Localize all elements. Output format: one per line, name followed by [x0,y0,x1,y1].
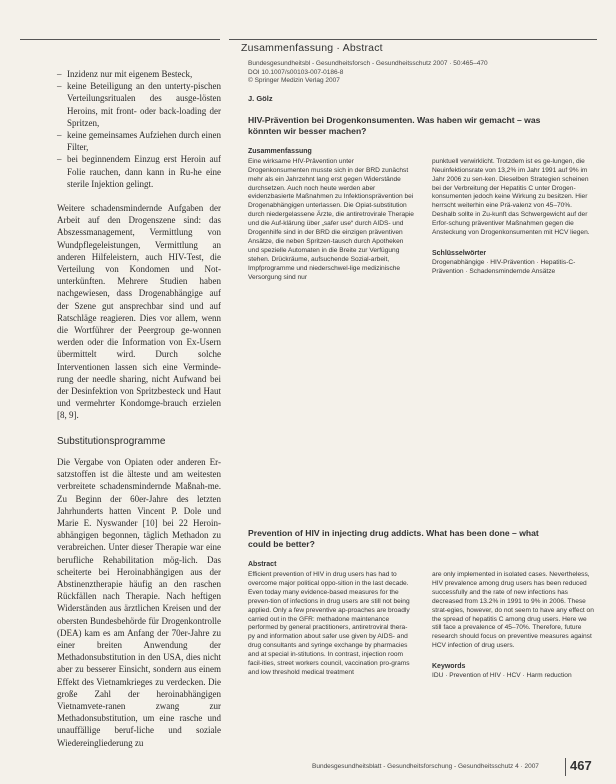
keywords-label-de: Schlüsselwörter [432,249,487,257]
meta-line: Bundesgesundheitsbl - Gesundheitsforsch - Gesundheitsschutz 2007 · 50:465–470 [248,60,488,67]
keywords-en: IDU · Prevention of HIV · HCV · Harm reduction [432,672,572,680]
body-paragraph: Die Vergabe von Opiaten oder anderen Er-satzstoffen ist die älteste und am weitesten verbreitete schadensmindernde Maßnah-me. Zu Beginn der 60er-Jahre des letzten Jahrhunderts hatten Vincent P. Dole und Marie E. Nyswander [10] bei 22 Heroin-abhängigen begonnen, täglich Methadon zu verabreichen. Unter dieser Therapie war eine berufliche Rehabilitation mög-lich. Das scheiterte bei Heroinabhängigen aus der Abstinenztherapie häufig an den raschen Rückfällen nach Therapie. Nach heftigen Widerständen aus ärztlichen Kreisen und der obersten Bundesbehörde für Drogenkontrolle (DEA) kam es am Anfang der 70er-Jahre zu einer breiten Anwendung der Methadonsubstitution in den USA, dies nicht aber zu besserer Einsicht, sondern aus einem Effekt des Vietnamkrieges zu verdecken. Die große Zahl der heroinabhängigen Vietnamvete-ranen zwang zur Methadonsubstitution, um eine rasche und unauffällige beruf-liche und soziale Wiedereingliederung zu [57,456,221,748]
section-heading: Substitutionsprogramme [57,435,166,447]
summary-col-2-text: punktuell verwirklicht. Trotzdem ist es ge-lungen, die Neuinfektionsrate von 13,2% im Jahr 1991 auf 9% im Jahr 2006 zu sen-ken. Dieselben Strategien scheinen bei der Verbreitung der Hepatitis C unter Drogen-konsumenten jedoch keine Wirkung zu besitzen. Hier herrscht weiterhin eine Prä-valenz von 45–70%. Deshalb sollte in Zu-kunft das Schwergewicht auf der Erfor-schung präventiver Maßnahmen gegen die Ansteckung von Drogenkonsumenten mit HCV liegen. [432,157,590,237]
abstract-col-2-text: are only implemented in isolated cases. Nevertheless, HIV prevalence among drug users has been reduced successfully and the rate of new infections has decreased from 13.2% in 1991 to 9% in 2006. These strat-egies, however, do not seem to have any effect on the spread of hepatitis C among drug users. Here we still face a prevalence of 45–70%. Therefore, future research should focus on preventive measures against HCV infection of drug users. [432,571,594,650]
section-header-title: Zusammenfassung · Abstract [241,42,383,54]
list-item: – bei beginnendem Einzug erst Heroin auf Folie rauchen, dann kann in Ru-he eine sterile Injektion gelingt. [57,153,221,190]
copyright-line: © Springer Medizin Verlag 2007 [248,77,340,85]
left-column [57,68,221,749]
list-item: – keine Beteiligung an den unterty-pischen Verteilungsritualen des ausge-lösten Heroins, mit front- oder back-loading der Spritzen, [57,80,221,129]
header-rule-left [20,39,220,40]
list-item: – keine gemeinsames Aufziehen durch einen Filter, [57,129,221,153]
summary-label: Zusammenfassung [248,147,312,155]
summary-col-1: Eine wirksame HIV-Prävention unter Drogenkonsumenten musste sich in der BRD zunächst mehr als ein Jahrzehnt lang erst gegen Widerstände durchsetzen. Auch noch heute werden aber evidenzbasierte Maßnahmen zu Infektionsprävention bei Drogenabhängigen unterlassen. Die Opiat-substitution durch niedergelassene Ärzte, die antiretrovirale Therapie und die Auf-klärung über „safer use“ durch AIDS- und Drogenhilfe sind in der BRD die einzigen präventiven Ansätze, die neben Spritzen-tausch durch Apotheken und spezielle Automaten in die Breite zur Verfügung stehen. Drückräume, aufsuchende Sozial-arbeit, Impfprogramme und niederschwel-lige medizinische Versorgung sind nur [248,157,414,281]
citation-meta [248,60,598,86]
abstract-col-2 [432,571,598,681]
keywords-de: Drogenabhängige · HIV-Prävention · Hepatitis-C-Prävention · Schadensmindernde Ansätze [432,258,576,275]
bullet-list [57,68,221,190]
article-title-de: HIV-Prävention bei Drogenkonsumenten. Was haben wir gemacht – was könnten wir besser machen? [248,114,541,136]
summary-col-2 [432,158,598,283]
author: J. Gölz [248,93,273,103]
right-column [248,60,598,680]
doi-line: DOI 10.1007/s00103-007-0186-8 [248,68,344,76]
footer-separator [565,758,566,776]
page-number: 467 [570,758,592,773]
abstract-col-1: Efficient prevention of HIV in drug users has had to overcome major political oppo-sition in the last decade. Even today many evidence-based measures for the preven-tion of infections in drug users are still not being applied. Only a few preventive ap-proaches are broadly carried out in the GFR: methadone maintenance performed by general practitioners, antiretroviral thera-py and information about safer use given by AIDS- and drug consultants and syringe exchange by pharmacies and at special in-stitutions. In contrast, injection room facil-ities, street workers council, vaccination pro-grams and low threshold medical treatment [248,571,410,676]
keywords-label-en: Keywords [432,663,466,671]
footer-journal: Bundesgesundheitsblatt - Gesundheitsforschung - Gesundheitsschutz 4 · 2007 [312,763,539,770]
abstract-label: Abstract [248,561,277,568]
article-title-en: Prevention of HIV in injecting drug addicts. What has been done – what could be better? [248,528,539,549]
header-bar [229,39,597,54]
body-paragraph: Weitere schadensmindernde Aufgaben der Arbeit auf den Drogenszene sind: das Abszessmanagement, Vermittlung von Wundpflegeleistungen, Vermittlung an anderen Hilfeleistern, auch HIV-Test, die Verteilung von Kondomen und Not-unterkünften. Mehrere Studien haben nachgewiesen, dass Drogenabhängige auf der Szene gut ansprechbar sind und auf Ratschläge reagieren. Dies vor allem, wenn die Wortführer der Peergroup ge-wonnen werden oder die Information von Ex-Usern übermittelt wird. Durch solche Interventionen lassen sich eine Verminde-rung der needle sharing, nicht Aufwand bei der Desinfektion von Spritzbesteck und Haut und vermehrter Kondomge-brauch erzielen [8, 9]. [57,203,221,421]
list-item: – Inzidenz nur mit eigenem Besteck, [57,68,221,80]
summary-body [248,158,598,283]
abstract-body [248,571,598,681]
english-abstract [248,516,598,681]
